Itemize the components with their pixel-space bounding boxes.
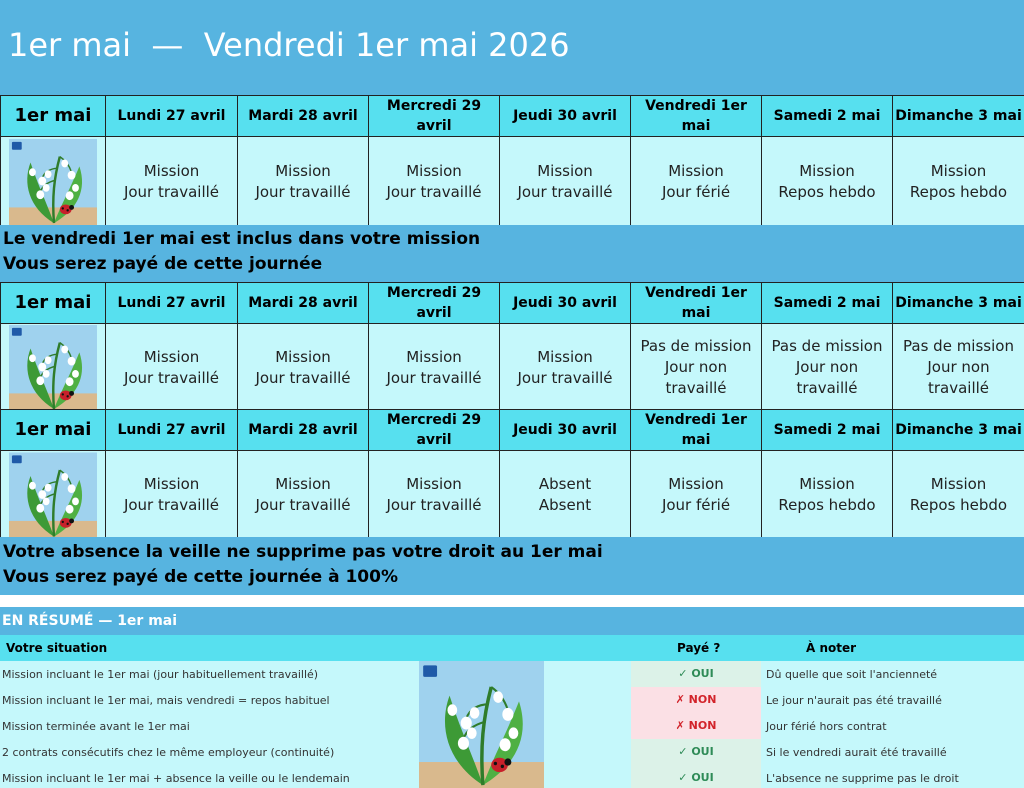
note-text: L'absence ne supprime pas le droit bbox=[766, 772, 959, 785]
message-line: Votre absence la veille ne supprime pas votre droit au 1er mai bbox=[3, 542, 603, 562]
paid-header: Payé ? bbox=[677, 641, 721, 655]
day-cell: Mission Repos hebdo bbox=[893, 137, 1024, 228]
day-header-thu: Jeudi 30 avril bbox=[500, 283, 631, 324]
day-header-fri: Vendredi 1er mai bbox=[631, 283, 762, 324]
week-table-1 bbox=[0, 95, 1024, 228]
situation-text: 2 contrats consécutifs chez le même employeur (continuité) bbox=[2, 746, 335, 759]
situation-text: Mission incluant le 1er mai + absence la veille ou le lendemain bbox=[2, 772, 350, 785]
corner-label: 1er mai bbox=[1, 283, 106, 324]
message-line: Vous serez payé de cette journée bbox=[3, 254, 323, 274]
day-header-wed: Mercredi 29 avril bbox=[369, 96, 500, 137]
day-header-thu: Jeudi 30 avril bbox=[500, 96, 631, 137]
day-cell: Mission Jour travaillé bbox=[106, 324, 238, 412]
message-line: Vous serez payé de cette journée à 100% bbox=[3, 567, 398, 587]
summary-title: EN RÉSUMÉ — 1er mai bbox=[0, 607, 1024, 635]
day-header-fri: Vendredi 1er mai bbox=[631, 410, 762, 451]
note-text: Le jour n'aurait pas été travaillé bbox=[766, 694, 942, 707]
situation-header: Votre situation bbox=[6, 641, 108, 655]
day-cell: Mission Jour travaillé bbox=[500, 137, 631, 228]
message-included bbox=[0, 225, 1024, 282]
paid-status: ✗ NON bbox=[631, 687, 761, 713]
day-header-sat: Samedi 2 mai bbox=[762, 410, 893, 451]
paid-status: ✓ OUI bbox=[631, 765, 761, 788]
day-cell: Pas de mission Jour non travaillé bbox=[631, 324, 762, 412]
paid-status: ✗ NON bbox=[631, 713, 761, 739]
day-cell: Absent Absent bbox=[500, 451, 631, 540]
day-header-wed: Mercredi 29 avril bbox=[369, 283, 500, 324]
muguet-image bbox=[1, 137, 106, 228]
muguet-image bbox=[1, 324, 106, 412]
corner-label: 1er mai bbox=[1, 410, 106, 451]
day-header-thu: Jeudi 30 avril bbox=[500, 410, 631, 451]
day-cell: Mission Jour férié bbox=[631, 137, 762, 228]
day-cell: Mission Jour travaillé bbox=[238, 451, 369, 540]
title-bar bbox=[0, 0, 1024, 95]
situation-text: Mission incluant le 1er mai (jour habituellement travaillé) bbox=[2, 668, 319, 681]
muguet-image bbox=[1, 451, 106, 540]
situation-text: Mission incluant le 1er mai, mais vendredi = repos habituel bbox=[2, 694, 330, 707]
day-cell: Pas de mission Jour non travaillé bbox=[893, 324, 1024, 412]
summary-header bbox=[0, 635, 1024, 661]
day-header-mon: Lundi 27 avril bbox=[106, 283, 238, 324]
day-cell: Mission Repos hebdo bbox=[762, 137, 893, 228]
note-text: Si le vendredi aurait été travaillé bbox=[766, 746, 947, 759]
message-absence bbox=[0, 537, 1024, 595]
day-header-fri: Vendredi 1er mai bbox=[631, 96, 762, 137]
day-header-tue: Mardi 28 avril bbox=[238, 410, 369, 451]
day-header-sun: Dimanche 3 mai bbox=[893, 410, 1024, 451]
day-cell: Pas de mission Jour non travaillé bbox=[762, 324, 893, 412]
day-header-tue: Mardi 28 avril bbox=[238, 283, 369, 324]
day-cell: Mission Jour travaillé bbox=[369, 324, 500, 412]
note-header: À noter bbox=[806, 641, 857, 655]
day-cell: Mission Jour travaillé bbox=[106, 451, 238, 540]
paid-status: ✓ OUI bbox=[631, 739, 761, 765]
day-cell: Mission Repos hebdo bbox=[893, 451, 1024, 540]
paid-status: ✓ OUI bbox=[631, 661, 761, 687]
day-header-sun: Dimanche 3 mai bbox=[893, 283, 1024, 324]
day-cell: Mission Jour travaillé bbox=[369, 137, 500, 228]
day-header-sat: Samedi 2 mai bbox=[762, 96, 893, 137]
summary-muguet-image bbox=[419, 661, 544, 788]
day-cell: Mission Jour travaillé bbox=[369, 451, 500, 540]
day-cell: Mission Jour travaillé bbox=[106, 137, 238, 228]
day-header-tue: Mardi 28 avril bbox=[238, 96, 369, 137]
situation-text: Mission terminée avant le 1er mai bbox=[2, 720, 190, 733]
day-cell: Mission Jour travaillé bbox=[238, 324, 369, 412]
note-text: Dû quelle que soit l'ancienneté bbox=[766, 668, 938, 681]
day-header-sun: Dimanche 3 mai bbox=[893, 96, 1024, 137]
week-table-3 bbox=[0, 409, 1024, 540]
week-table-2 bbox=[0, 282, 1024, 412]
day-cell: Mission Jour travaillé bbox=[500, 324, 631, 412]
page-title: 1er mai — Vendredi 1er mai 2026 bbox=[8, 26, 570, 64]
day-cell: Mission Jour férié bbox=[631, 451, 762, 540]
day-header-mon: Lundi 27 avril bbox=[106, 410, 238, 451]
day-cell: Mission Repos hebdo bbox=[762, 451, 893, 540]
message-line: Le vendredi 1er mai est inclus dans votre mission bbox=[3, 229, 481, 249]
day-header-mon: Lundi 27 avril bbox=[106, 96, 238, 137]
day-cell: Mission Jour travaillé bbox=[238, 137, 369, 228]
day-header-sat: Samedi 2 mai bbox=[762, 283, 893, 324]
note-text: Jour férié hors contrat bbox=[766, 720, 887, 733]
corner-label: 1er mai bbox=[1, 96, 106, 137]
day-header-wed: Mercredi 29 avril bbox=[369, 410, 500, 451]
